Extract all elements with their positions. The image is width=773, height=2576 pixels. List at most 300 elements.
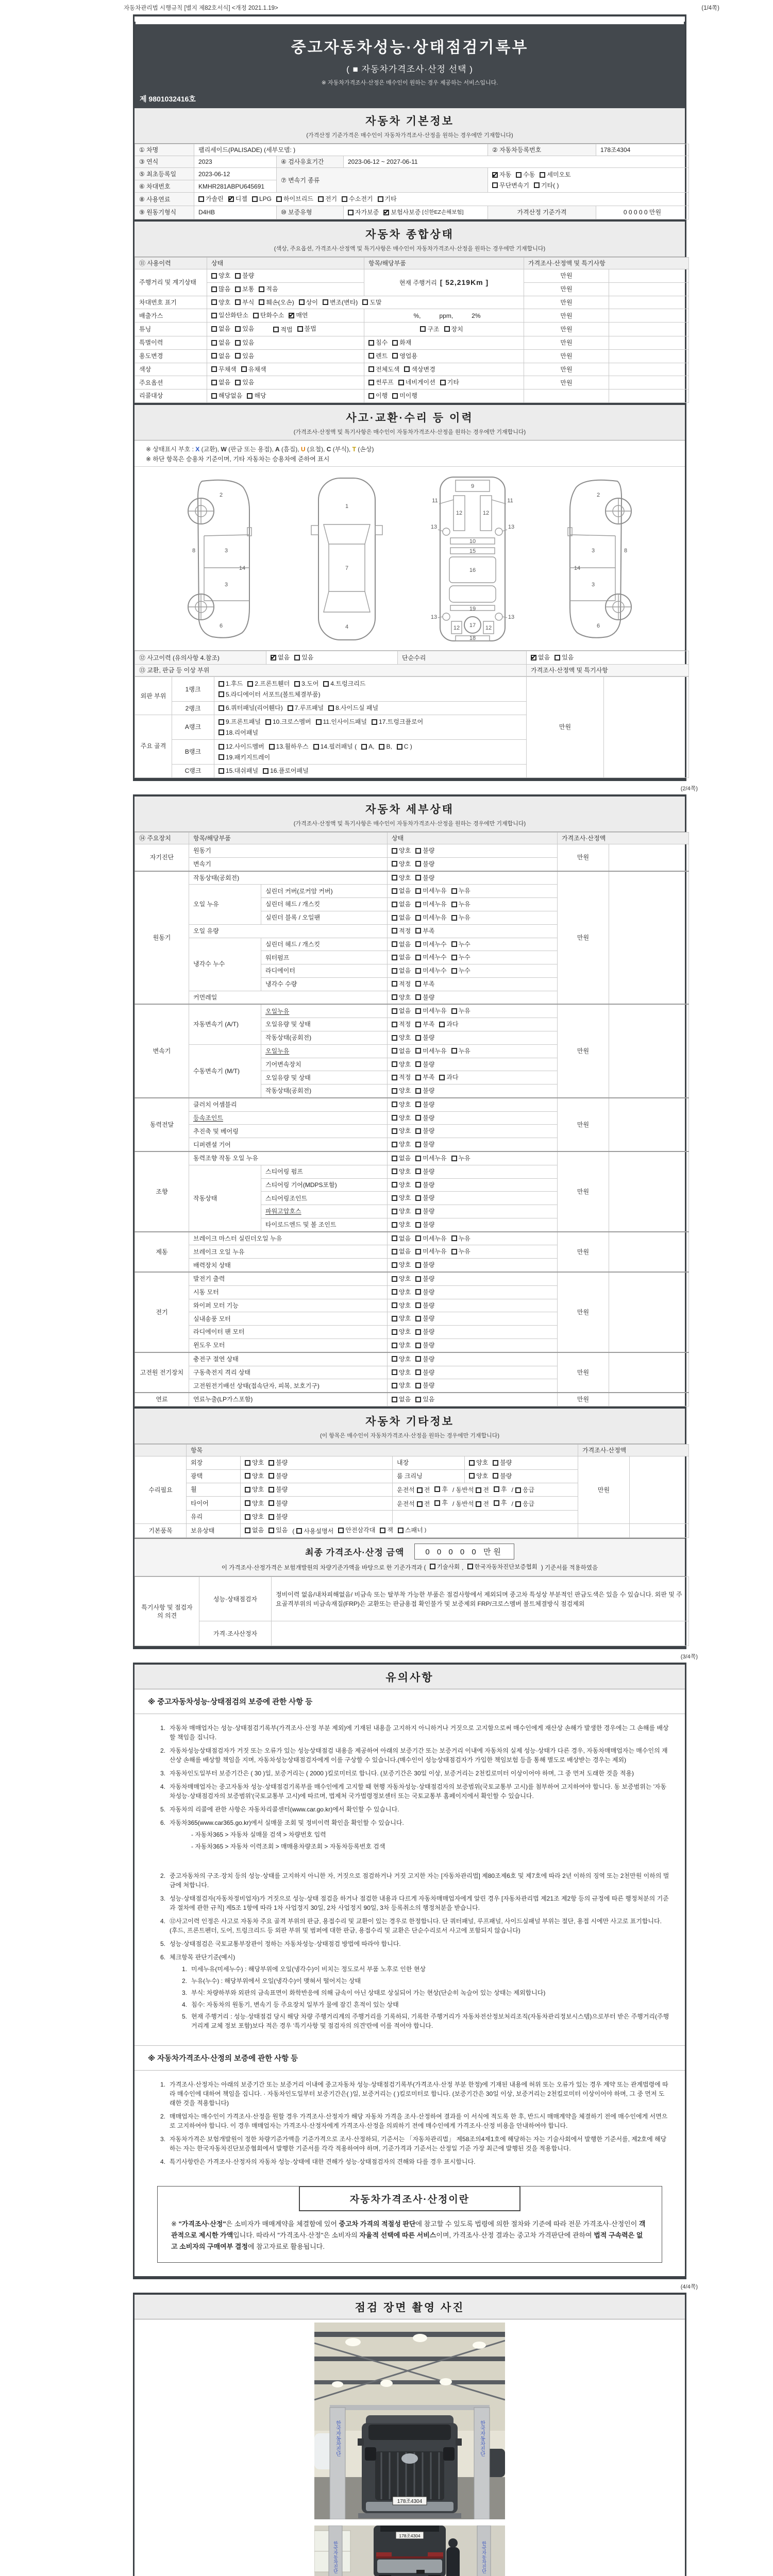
note-sub-number: 2. xyxy=(181,1977,187,1985)
checkbox-없음[interactable] xyxy=(392,967,411,975)
checkbox-양호[interactable] xyxy=(211,298,230,307)
checkbox-C )[interactable] xyxy=(397,742,412,751)
table-cell xyxy=(261,1031,388,1044)
table-cell xyxy=(187,1444,578,1456)
checkbox-매연[interactable] xyxy=(289,311,308,319)
detail-state-table-grid xyxy=(135,832,689,1406)
checkbox-많음[interactable] xyxy=(211,285,230,293)
note-text: 자동차성능상태점검자가 거짓 또는 오류가 있는 성능상태점검 내용을 제공하여 아래의 보증기간 또는 보증거리 이내에 자동차의 실제 성능·상태가 다른 경우, 자동차매매업자는 매수인의 재산상 손해를 배상할 책임을 지며, 자동차성능상태점검자에게 이를 구상할 수 있습니다.(매수인이 성능상태점검자가 가입한 책임보험 등을 통해 별도로 배상받는 경우는 제외) xyxy=(170,1747,668,1764)
checkbox-전[interactable] xyxy=(452,1500,489,1508)
checkbox-불량[interactable] xyxy=(493,1472,512,1480)
checkbox-없음[interactable] xyxy=(211,378,230,386)
checkbox-불량[interactable] xyxy=(415,1087,434,1095)
checkbox-없음[interactable] xyxy=(392,900,411,908)
checkbox-양호[interactable] xyxy=(392,1033,411,1042)
checkbox-label: 불량 xyxy=(423,1208,435,1215)
table-cell xyxy=(207,323,364,336)
accident-history-table-grid xyxy=(135,651,689,676)
checkbox-양호[interactable] xyxy=(392,1167,411,1176)
checkbox-과다[interactable] xyxy=(439,1020,458,1028)
checkbox-부족[interactable] xyxy=(415,1020,434,1028)
table-cell xyxy=(388,871,558,885)
checkbox-응급[interactable] xyxy=(512,1486,535,1494)
checkbox-불량[interactable] xyxy=(415,1328,434,1336)
checkbox-없음[interactable] xyxy=(392,1395,411,1403)
checkbox-전기[interactable] xyxy=(318,195,337,203)
checkbox-유채색[interactable] xyxy=(241,365,266,374)
checkbox-미세누수[interactable] xyxy=(415,940,446,948)
checkbox-색상변경[interactable] xyxy=(404,365,435,374)
checkbox-있음[interactable] xyxy=(268,1526,288,1534)
checkbox-6.쿼터패널(리어휀다)[interactable] xyxy=(219,704,283,712)
checkbox-label: 세미오토 xyxy=(547,171,571,179)
checkbox-양호[interactable] xyxy=(392,1207,411,1215)
checkbox-누유[interactable] xyxy=(451,1047,470,1055)
checkbox-없음[interactable] xyxy=(392,1047,411,1055)
checkbox-누유[interactable] xyxy=(451,887,470,895)
note-text: 매매업자는 매수인이 가격조사·산정을 원할 경우 가격조사·산정자가 해당 자동차 가격을 조사·산정하여 결과를 이 서식에 적도록 한 후, 반드시 매매계약을 체결하기 전에 매수인에게 서면으로 고지하여야 합니다. 이 경우 매매업자는 가격조사·산정자에게 가격조사·산정을 의뢰하기 전에 매수인에게 가격조사·산정 비용을 안내하여야 합니다. xyxy=(170,2113,668,2130)
checkbox-17.트렁크플로어[interactable] xyxy=(372,717,423,726)
checkbox-렌트[interactable] xyxy=(368,352,388,360)
checkbox-15.대쉬패널[interactable] xyxy=(219,767,258,775)
checkbox-적정[interactable] xyxy=(392,1073,411,1081)
checkbox-가솔린[interactable] xyxy=(198,195,224,203)
checkbox-label: 불량 xyxy=(276,1459,288,1467)
checkbox-잭[interactable] xyxy=(380,1526,393,1534)
checkbox-양호[interactable] xyxy=(392,1328,411,1336)
checkbox-후[interactable] xyxy=(494,1485,507,1494)
checkbox-양호[interactable] xyxy=(392,846,411,855)
cell-text: 만원 xyxy=(560,326,573,333)
note-item xyxy=(152,2134,669,2153)
checkbox-label: 양호 xyxy=(219,272,231,280)
cell-text: 팰리세이드(PALISADE) (세부모델: ) xyxy=(198,146,296,154)
checkbox-누유[interactable] xyxy=(451,1154,470,1162)
checkbox-누수[interactable] xyxy=(451,953,470,961)
checkbox-없음[interactable] xyxy=(211,338,230,347)
checkbox-양호[interactable] xyxy=(469,1472,488,1480)
checkbox-불량[interactable] xyxy=(415,860,434,868)
checkbox-무채색[interactable] xyxy=(211,365,237,374)
text-segment: 에 참고자료로 활용됩니다. xyxy=(247,2243,325,2251)
checkbox-디젤[interactable] xyxy=(228,195,247,203)
table-row xyxy=(135,193,689,206)
table-cell xyxy=(488,144,596,156)
checkbox-label: 없음 xyxy=(399,913,411,921)
checkbox-label: 수동 xyxy=(523,171,535,179)
table-cell xyxy=(189,1044,261,1098)
cell-text: A랭크 xyxy=(184,723,201,731)
checkbox-box xyxy=(219,730,224,735)
checkbox-불량[interactable] xyxy=(415,1368,434,1377)
checkbox-화재[interactable] xyxy=(392,338,411,347)
checkbox-변조(변타)[interactable] xyxy=(323,298,358,307)
checkbox-불량[interactable] xyxy=(268,1459,288,1467)
table-cell xyxy=(189,1232,388,1245)
cell-text: 만원 xyxy=(560,272,573,280)
cell-text: 외장 xyxy=(191,1459,203,1467)
checkbox-label: 불량 xyxy=(423,1060,435,1068)
checkbox-불량[interactable] xyxy=(415,1261,434,1269)
checkbox-양호[interactable] xyxy=(392,874,411,882)
checkbox-불량[interactable] xyxy=(415,1100,434,1109)
cell-text: 성능·상태점검자 xyxy=(213,1595,258,1603)
table-row xyxy=(135,1352,689,1366)
checkbox-불량[interactable] xyxy=(415,1301,434,1310)
checkbox-수동[interactable] xyxy=(516,170,535,179)
checkbox-5.라디에이터 서포트(볼트체결부품)[interactable] xyxy=(219,690,321,699)
checkbox-label: 누유 xyxy=(458,1047,470,1055)
table-cell xyxy=(388,1259,558,1272)
checkbox-불량[interactable] xyxy=(268,1499,288,1507)
table-cell xyxy=(189,1098,388,1111)
checkbox-불량[interactable] xyxy=(415,1140,434,1148)
checkbox-label: 훼손(오손) xyxy=(266,298,294,306)
checkbox-미이행[interactable] xyxy=(392,392,417,400)
checkbox-양호[interactable] xyxy=(392,1181,411,1189)
table-cell xyxy=(388,977,558,991)
checkbox-box xyxy=(392,1101,397,1107)
table-cell xyxy=(388,1044,558,1058)
car-diagram-side-right xyxy=(549,474,647,644)
checkbox-label: 불량 xyxy=(423,1033,435,1041)
checkbox-box xyxy=(219,705,224,711)
checkbox-label: 없음 xyxy=(399,901,411,908)
checkbox-양호[interactable] xyxy=(469,1459,488,1467)
checkbox-13.휠하우스[interactable] xyxy=(269,742,309,751)
checkbox-10.크로스멤버[interactable] xyxy=(265,717,311,726)
checkbox-양호[interactable] xyxy=(392,1341,411,1349)
checkbox-있음[interactable] xyxy=(235,352,254,360)
checkbox-box xyxy=(415,875,421,880)
checkbox-불량[interactable] xyxy=(415,1314,434,1323)
checkbox-일산화탄소[interactable] xyxy=(211,311,248,319)
checkbox-양호[interactable] xyxy=(245,1485,264,1494)
checkbox-B,[interactable] xyxy=(379,742,392,751)
checkbox-불량[interactable] xyxy=(415,1275,434,1283)
checkbox-누수[interactable] xyxy=(451,967,470,975)
checkbox-적정[interactable] xyxy=(392,980,411,988)
checkbox-없음[interactable] xyxy=(245,1526,264,1534)
checkbox-부족[interactable] xyxy=(415,1073,434,1081)
checkbox-7.루프패널[interactable] xyxy=(288,704,324,712)
checkbox-label: 6.쿼터패널(리어휀다) xyxy=(226,704,283,712)
checkbox-누유[interactable] xyxy=(451,900,470,908)
checkbox-양호[interactable] xyxy=(392,1301,411,1310)
diagram-panel-number: 2 xyxy=(219,492,223,499)
checkbox-부족[interactable] xyxy=(415,927,434,935)
checkbox-스패너[interactable] xyxy=(398,1526,426,1534)
diagram-panel-number: 3 xyxy=(591,548,595,554)
checkbox-적정[interactable] xyxy=(392,1020,411,1028)
checkbox-box xyxy=(245,1460,250,1466)
checkbox-전[interactable] xyxy=(397,1486,430,1494)
checkbox-부식[interactable] xyxy=(235,298,254,307)
checkbox-미세누유[interactable] xyxy=(415,1047,446,1055)
checkbox-적정[interactable] xyxy=(392,927,411,935)
checkbox-미세누유[interactable] xyxy=(415,900,446,908)
checkbox-label: 10.크로스멤버 xyxy=(272,718,311,726)
checkbox-후[interactable] xyxy=(434,1499,448,1507)
checkbox-부족[interactable] xyxy=(415,980,434,988)
checkbox-도말[interactable] xyxy=(362,298,381,307)
checkbox-전체도색[interactable] xyxy=(368,365,399,374)
diagram-panel-number: 18 xyxy=(469,635,476,642)
checkbox-양호[interactable] xyxy=(392,1368,411,1377)
checkbox-label: 2.프론트휀더 xyxy=(255,680,290,688)
cell-text: 실린더 블록 / 오일팬 xyxy=(265,914,321,922)
checkbox-양호[interactable] xyxy=(392,1100,411,1109)
checkbox-label: 8.사이드실 패널 xyxy=(335,704,379,712)
checkbox-box xyxy=(289,313,294,318)
checkbox-없음[interactable] xyxy=(392,913,411,922)
checkbox-불량[interactable] xyxy=(415,1221,434,1229)
checkbox-응급[interactable] xyxy=(512,1500,535,1508)
checkbox-전[interactable] xyxy=(452,1486,489,1494)
table-cell xyxy=(194,144,488,156)
checkbox-후[interactable] xyxy=(434,1485,448,1494)
checkbox-후[interactable] xyxy=(494,1499,507,1507)
note-sub-text: 누유(누수) : 해당부위에서 오일(냉각수)이 맺혀서 떨어지는 상태 xyxy=(191,1977,361,1985)
checkbox-미세누유[interactable] xyxy=(415,913,446,922)
checkbox-탄화수소[interactable] xyxy=(253,311,284,319)
checkbox-미세누수[interactable] xyxy=(415,967,446,975)
checkbox-기타( )[interactable] xyxy=(534,181,559,190)
note-text: 성능·상태점검자(자동차정비업자)가 거짓으로 성능·상태 점검을 하거나 점검한 내용과 다르게 자동차매매업자에게 알린 경우 [자동차관리법 제21조 제2항 등의 규정에 따른 행정처분의 기준과 절차에 관한 규칙] 제5조 1항에 따라 1차 사업정지 30일, 2차 사업정지 90일, 3차 등록취소의 행정처분을 받습니다. xyxy=(170,1895,669,1912)
checkbox-불량[interactable] xyxy=(415,846,434,855)
checkbox-없음[interactable] xyxy=(392,940,411,948)
checkbox-4.트렁크리드[interactable] xyxy=(323,679,365,688)
checkbox-있음[interactable] xyxy=(415,1395,434,1403)
checkbox-label: 양호 xyxy=(252,1513,264,1521)
checkbox-양호[interactable] xyxy=(245,1513,264,1521)
checkbox-전[interactable] xyxy=(397,1500,430,1508)
table-cell xyxy=(388,1379,558,1393)
checkbox-없음[interactable] xyxy=(211,325,230,333)
checkbox-양호[interactable] xyxy=(392,1194,411,1202)
checkbox-양호[interactable] xyxy=(392,1381,411,1389)
table-cell xyxy=(261,1165,388,1178)
checkbox-보통[interactable] xyxy=(235,285,254,293)
checkbox-훼손(오손)[interactable] xyxy=(259,298,294,307)
checkbox-불량[interactable] xyxy=(415,1060,434,1069)
checkbox-box xyxy=(235,273,241,279)
checkbox-없음[interactable] xyxy=(211,352,230,360)
checkbox-있음[interactable] xyxy=(294,653,313,662)
table-cell xyxy=(558,1151,609,1232)
checkbox-불량[interactable] xyxy=(415,1033,434,1042)
checkbox-누유[interactable] xyxy=(451,1247,470,1256)
checkbox-불량[interactable] xyxy=(493,1459,512,1467)
checkbox-불량[interactable] xyxy=(268,1485,288,1494)
checkbox-불량[interactable] xyxy=(415,993,434,1002)
checkbox-없음[interactable] xyxy=(392,1247,411,1256)
checkbox-자동[interactable] xyxy=(492,170,511,179)
checkbox-과다[interactable] xyxy=(439,1073,458,1081)
checkbox-양호[interactable] xyxy=(392,1114,411,1122)
checkbox-미세누유[interactable] xyxy=(415,1007,446,1015)
checkbox-없음[interactable] xyxy=(392,953,411,961)
checkbox-label: 잭 xyxy=(387,1526,393,1534)
checkbox-무단변속기[interactable] xyxy=(492,181,529,190)
checkbox-불량[interactable] xyxy=(415,874,434,882)
checkbox-box xyxy=(392,1075,397,1080)
checkbox-불량[interactable] xyxy=(415,1127,434,1135)
checkbox-box xyxy=(392,1383,397,1388)
checkbox-없음[interactable] xyxy=(392,1154,411,1162)
checkbox-양호[interactable] xyxy=(392,1314,411,1323)
checkbox-label: 해당없음 xyxy=(219,392,243,400)
checkbox-구조[interactable] xyxy=(420,325,439,333)
comprehensive-table xyxy=(135,257,685,403)
checkbox-불량[interactable] xyxy=(268,1472,288,1480)
checkbox-label: 양호 xyxy=(399,1141,411,1148)
checkbox-네비게이션[interactable] xyxy=(398,378,435,386)
table-cell xyxy=(558,832,689,844)
checkbox-post-text: [신한EZ손해보험] xyxy=(422,209,464,216)
checkbox-9.프론트패널[interactable] xyxy=(219,717,261,726)
checkbox-있음[interactable] xyxy=(235,378,254,386)
checkbox-있음[interactable] xyxy=(554,653,574,662)
checkbox-기술사회[interactable] xyxy=(430,1563,460,1571)
checkbox-없음[interactable] xyxy=(271,653,290,662)
checkbox-누수[interactable] xyxy=(451,940,470,948)
cell-text: ④ 검사유효기간 xyxy=(281,158,324,166)
checkbox-자가보증[interactable] xyxy=(348,208,379,216)
checkbox-썬루프[interactable] xyxy=(368,378,394,386)
checkbox-불량[interactable] xyxy=(235,272,254,280)
checkbox-불량[interactable] xyxy=(415,1341,434,1349)
checkbox-8.사이드실 패널[interactable] xyxy=(328,704,378,712)
checkbox-없음[interactable] xyxy=(531,653,550,662)
checkbox-A,[interactable] xyxy=(361,742,374,751)
table-cell xyxy=(207,349,364,363)
table-cell xyxy=(609,844,689,871)
checkbox-있음[interactable] xyxy=(235,338,254,347)
cell-text: 정비이력 없음/내차피해없음/ 비금속 또는 탈부착 가능한 부품은 점검사항에서 제외되며 중고차 특성상 부분적인 판금도색은 있을 수 있습니다. 외판 및 주요골격부위의 비금속재질(FRP)은 교환또는 판금용접 확인불가 및 보증제외 FRP/크로스멤버 볼트체결방식 점검제외 xyxy=(276,1590,682,1607)
checkbox-보험사보증[interactable] xyxy=(383,208,463,216)
checkbox-안전삼각대[interactable] xyxy=(338,1526,375,1534)
checkbox-box xyxy=(451,1008,457,1014)
checkbox-양호[interactable] xyxy=(392,1221,411,1229)
checkbox-해당없음[interactable] xyxy=(211,392,242,400)
checkbox-수소전기[interactable] xyxy=(342,195,373,203)
checkbox-미세누유[interactable] xyxy=(415,887,446,895)
checkbox-불량[interactable] xyxy=(415,1288,434,1296)
checkbox-기타[interactable] xyxy=(378,195,397,203)
checkbox-불법[interactable] xyxy=(297,325,316,333)
checkbox-양호[interactable] xyxy=(392,1261,411,1269)
checkbox-box xyxy=(361,744,367,750)
checkbox-영업용[interactable] xyxy=(392,352,417,360)
checkbox-양호[interactable] xyxy=(392,860,411,868)
checkbox-하이브리드[interactable] xyxy=(276,195,313,203)
checkbox-사용설명서[interactable] xyxy=(292,1527,333,1535)
checkbox-12.사이드멤버[interactable] xyxy=(219,742,264,751)
checkbox-미세누수[interactable] xyxy=(415,953,446,961)
cell-text: 변속기 xyxy=(153,1047,171,1055)
note-sub-number: 4. xyxy=(181,2001,187,2009)
checkbox-불량[interactable] xyxy=(415,1381,434,1389)
checkbox-있음[interactable] xyxy=(235,325,254,333)
etc-subtitle: (이 항목은 매수인이 자동차가격조사·산정을 원하는 경우에만 기재합니다) xyxy=(320,1432,500,1439)
checkbox-적음[interactable] xyxy=(259,285,278,293)
cell-text: 가격조사·산정액 xyxy=(562,834,606,842)
checkbox-18.리어패널[interactable] xyxy=(219,728,258,737)
checkbox-양호[interactable] xyxy=(211,272,230,280)
checkbox-양호[interactable] xyxy=(392,1140,411,1148)
checkbox-양호[interactable] xyxy=(392,993,411,1002)
checkbox-불량[interactable] xyxy=(415,1207,434,1215)
checkbox-양호[interactable] xyxy=(392,1087,411,1095)
checkbox-미세누유[interactable] xyxy=(415,1247,446,1256)
checkbox-누유[interactable] xyxy=(451,1234,470,1243)
checkbox-상이[interactable] xyxy=(299,298,318,307)
checkbox-양호[interactable] xyxy=(245,1499,264,1507)
checkbox-양호[interactable] xyxy=(392,1060,411,1069)
checkbox-누유[interactable] xyxy=(451,913,470,922)
checkbox-불량[interactable] xyxy=(415,1194,434,1202)
checkbox-미세누유[interactable] xyxy=(415,1234,446,1243)
table-cell xyxy=(189,924,388,938)
checkbox-세미오토[interactable] xyxy=(540,170,570,179)
checkbox-없음[interactable] xyxy=(392,887,411,895)
checkbox-이행[interactable] xyxy=(368,392,388,400)
note-text: 중고자동차의 구조·장치 등의 성능·상태를 고지하지 아니한 자, 거짓으로 점검하거나 거짓 고지한 자는 [자동차관리법] 제80조제6호 및 제7호에 따라 2년 이하의 징역 또는 2천만원 이하의 벌금에 처합니다. xyxy=(170,1872,669,1889)
checkbox-없음[interactable] xyxy=(392,1234,411,1243)
checkbox-양호[interactable] xyxy=(392,1355,411,1363)
checkbox-box xyxy=(198,196,204,202)
checkbox-기타[interactable] xyxy=(440,378,459,386)
checkbox-16.플로어패널[interactable] xyxy=(263,767,309,775)
checkbox-14.필러패널 ([interactable] xyxy=(313,742,357,751)
checkbox-1.후드[interactable] xyxy=(219,679,243,688)
checkbox-침수[interactable] xyxy=(368,338,388,347)
checkbox-LPG[interactable] xyxy=(252,195,272,203)
cell-text: ⑤ 최초등록일 xyxy=(139,170,177,178)
checkbox-양호[interactable] xyxy=(392,1127,411,1135)
checkbox-box xyxy=(417,1501,423,1507)
checkbox-양호[interactable] xyxy=(392,1288,411,1296)
checkbox-불량[interactable] xyxy=(415,1167,434,1176)
checkbox-양호[interactable] xyxy=(245,1472,264,1480)
checkbox-양호[interactable] xyxy=(392,1275,411,1283)
cell-text: 항목/해당부품 xyxy=(193,834,231,842)
checkbox-장치[interactable] xyxy=(444,325,463,333)
checkbox-11.인사이드패널[interactable] xyxy=(316,717,367,726)
checkbox-적법[interactable] xyxy=(259,326,292,334)
checkbox-불량[interactable] xyxy=(415,1181,434,1189)
checkbox-불량[interactable] xyxy=(415,1114,434,1122)
checkbox-2.프론트휀더[interactable] xyxy=(247,679,290,688)
checkbox-미세누유[interactable] xyxy=(415,1154,446,1162)
cell-text: 가격조사·산정액 xyxy=(582,1446,627,1454)
checkbox-불량[interactable] xyxy=(268,1513,288,1521)
checkbox-양호[interactable] xyxy=(245,1459,264,1467)
table-cell xyxy=(189,991,388,1004)
table-cell xyxy=(609,389,689,403)
checkbox-불량[interactable] xyxy=(415,1355,434,1363)
checkbox-box xyxy=(392,1329,397,1335)
checkbox-box xyxy=(415,928,421,934)
checkbox-누유[interactable] xyxy=(451,1007,470,1015)
checkbox-19.패키지트레이[interactable] xyxy=(219,753,270,762)
checkbox-해당[interactable] xyxy=(247,392,266,400)
checkbox-없음[interactable] xyxy=(392,1007,411,1015)
checkbox-3.도어[interactable] xyxy=(294,679,318,688)
checkbox-한국자동차진단보증협회[interactable] xyxy=(467,1563,537,1571)
cell-text: 만원 xyxy=(560,339,573,347)
